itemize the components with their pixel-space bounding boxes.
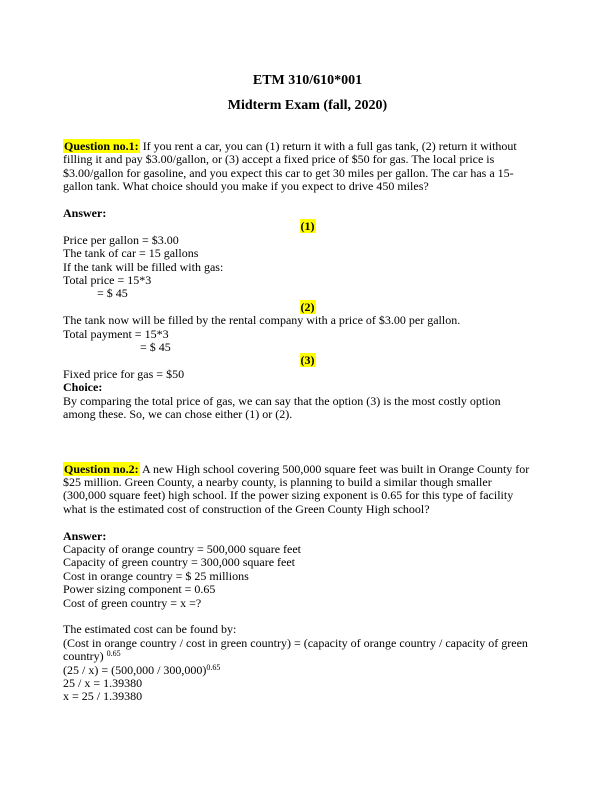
answer-1-opt1-l5: = $ 45 bbox=[97, 286, 128, 301]
answer-2-given-l1: Capacity of orange country = 500,000 square feet bbox=[63, 541, 302, 556]
option-1-marker-line bbox=[63, 220, 552, 233]
spacer bbox=[63, 194, 552, 207]
exam-title: Midterm Exam (fall, 2020) bbox=[227, 98, 388, 113]
option-2-marker-line bbox=[63, 301, 552, 314]
question-1-line-3: $3.00/gallon for gasoline, and you expect this car to get 30 miles per gallon. The car has a 15- bbox=[63, 165, 514, 180]
formula-line-2 bbox=[63, 650, 552, 663]
answer-1-opt1-l1: Price per gallon = $3.00 bbox=[63, 232, 179, 247]
answer-2-given-l5: Cost of green country = x =? bbox=[63, 595, 202, 610]
choice-heading: Choice: bbox=[63, 380, 103, 395]
answer-1-opt1-l3: If the tank will be filled with gas: bbox=[63, 259, 224, 274]
formula-line-2-base: country) bbox=[63, 649, 107, 664]
question-2-line-1 bbox=[63, 463, 552, 476]
answer-1-opt2-l1: The tank now will be filled by the rental company with a price of $3.00 per gallon. bbox=[63, 313, 461, 328]
formula-line-3-exponent: 0.65 bbox=[206, 662, 221, 672]
question-1 bbox=[63, 140, 552, 422]
answer-2-given-l4: Power sizing component = 0.65 bbox=[63, 582, 216, 597]
spacer bbox=[63, 516, 552, 529]
formula-line-1: (Cost in orange country / cost in green country) = (capacity of orange country / capacity of green bbox=[63, 635, 528, 650]
question-2-text: A new High school covering 500,000 square feet was built in Orange County for bbox=[142, 461, 530, 476]
choice-text-line-2: among these. So, we can chose either (1) or (2). bbox=[63, 407, 293, 422]
formula-line-4: 25 / x = 1.39380 bbox=[63, 675, 143, 690]
question-1-label: Question no.1: bbox=[64, 139, 139, 153]
answer-1-opt2-l3: = $ 45 bbox=[140, 340, 171, 355]
answer-1-opt1-l4: Total price = 15*3 bbox=[63, 273, 152, 288]
spacer bbox=[63, 610, 552, 623]
solve-intro: The estimated cost can be found by: bbox=[63, 622, 237, 637]
question-2-label: Question no.2: bbox=[64, 461, 139, 476]
choice-text-line-1: By comparing the total price of gas, we can say that the option (3) is the most costly option bbox=[63, 393, 501, 408]
option-3-marker-line bbox=[63, 354, 552, 367]
question-1-line-1 bbox=[63, 140, 552, 153]
option-2-marker: (2) bbox=[300, 299, 315, 314]
option-3-marker: (3) bbox=[300, 353, 315, 368]
answer-1-opt3-l1: Fixed price for gas = $50 bbox=[63, 366, 185, 381]
answer-1-opt1-l2: The tank of car = 15 gallons bbox=[63, 246, 199, 261]
question-2-line-2: $25 million. Green County, a nearby county, is planning to build a similar though smaller bbox=[63, 474, 492, 489]
formula-line-3 bbox=[63, 664, 552, 677]
question-2 bbox=[63, 463, 552, 704]
answer-2-given-l2: Capacity of green country = 300,000 square feet bbox=[63, 555, 296, 570]
course-title: ETM 310/610*001 bbox=[252, 73, 363, 88]
answer-2-given-l3: Cost in orange country = $ 25 millions bbox=[63, 568, 249, 583]
formula-line-3-base: (25 / x) = (500,000 / 300,000) bbox=[63, 662, 207, 677]
formula-line-2-exponent: 0.65 bbox=[106, 649, 121, 659]
question-2-line-3: (300,000 square feet) high school. If the power sizing exponent is 0.65 for this type of facility bbox=[63, 488, 514, 503]
answer-1-opt2-l2: Total payment = 15*3 bbox=[63, 326, 169, 341]
question-1-text: If you rent a car, you can (1) return it with a full gas tank, (2) return it without bbox=[142, 139, 517, 153]
formula-line-5: x = 25 / 1.39380 bbox=[63, 689, 143, 704]
question-1-line-2: filling it and pay $3.00/gallon, or (3) accept a fixed price of $50 for gas. The local price is bbox=[63, 152, 495, 167]
question-1-line-4: gallon tank. What choice should you make if you expect to drive 450 miles? bbox=[63, 179, 429, 194]
answer-2-heading: Answer: bbox=[63, 528, 107, 543]
option-1-marker: (1) bbox=[300, 219, 315, 234]
question-2-line-4: what is the estimated cost of construction of the Green County High school? bbox=[63, 501, 430, 516]
answer-1-heading: Answer: bbox=[63, 206, 107, 221]
